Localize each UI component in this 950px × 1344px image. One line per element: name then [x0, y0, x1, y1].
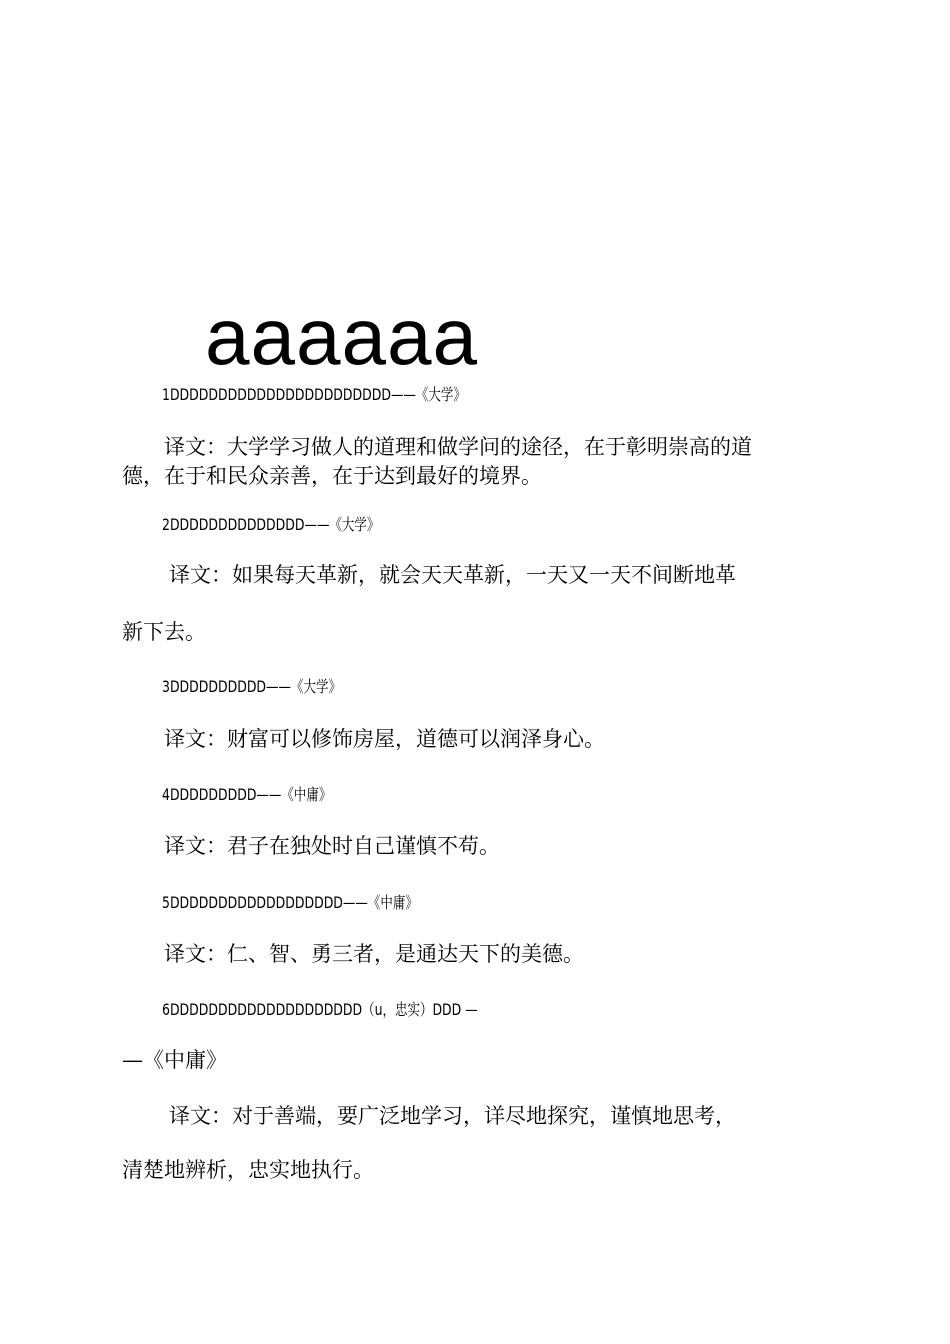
translation-4-line-1: 译文：君子在独处时自己谨慎不苟。: [164, 834, 500, 858]
translation-2-line-2: 新下去。: [122, 620, 206, 644]
quote-source-6: 6DDDDDDDDDDDDDDDDDDDD（u，忠实）DDD —: [162, 1000, 478, 1019]
quote-source-2: 2DDDDDDDDDDDDDD——《大学》: [162, 515, 380, 534]
quote-source-3: 3DDDDDDDDDD——《大学》: [162, 677, 341, 696]
quote-source-4: 4DDDDDDDDD——《中庸》: [162, 785, 332, 804]
translation-5-line-1: 译文：仁、智、勇三者，是通达天下的美德。: [164, 942, 584, 966]
translation-3-line-1: 译文：财富可以修饰房屋，道德可以润泽身心。: [164, 727, 605, 751]
quote-source-6-continuation: —《中庸》: [122, 1048, 227, 1072]
quote-source-1: 1DDDDDDDDDDDDDDDDDDDDDDD——《大学》: [162, 385, 466, 404]
translation-1-line-2: 德，在于和民众亲善，在于达到最好的境界。: [122, 464, 542, 488]
translation-6-line-1: 译文：对于善端，要广泛地学习，详尽地探究，谨慎地思考，: [169, 1104, 736, 1128]
translation-2-line-1: 译文：如果每天革新，就会天天革新，一天又一天不间断地革: [169, 563, 736, 587]
page-title: aaaaaa: [205, 292, 478, 381]
translation-1-line-1: 译文：大学学习做人的道理和做学问的途径，在于彰明崇高的道: [164, 435, 752, 459]
translation-6-line-2: 清楚地辨析，忠实地执行。: [122, 1158, 374, 1182]
quote-source-5: 5DDDDDDDDDDDDDDDDDD——《中庸》: [162, 893, 418, 912]
